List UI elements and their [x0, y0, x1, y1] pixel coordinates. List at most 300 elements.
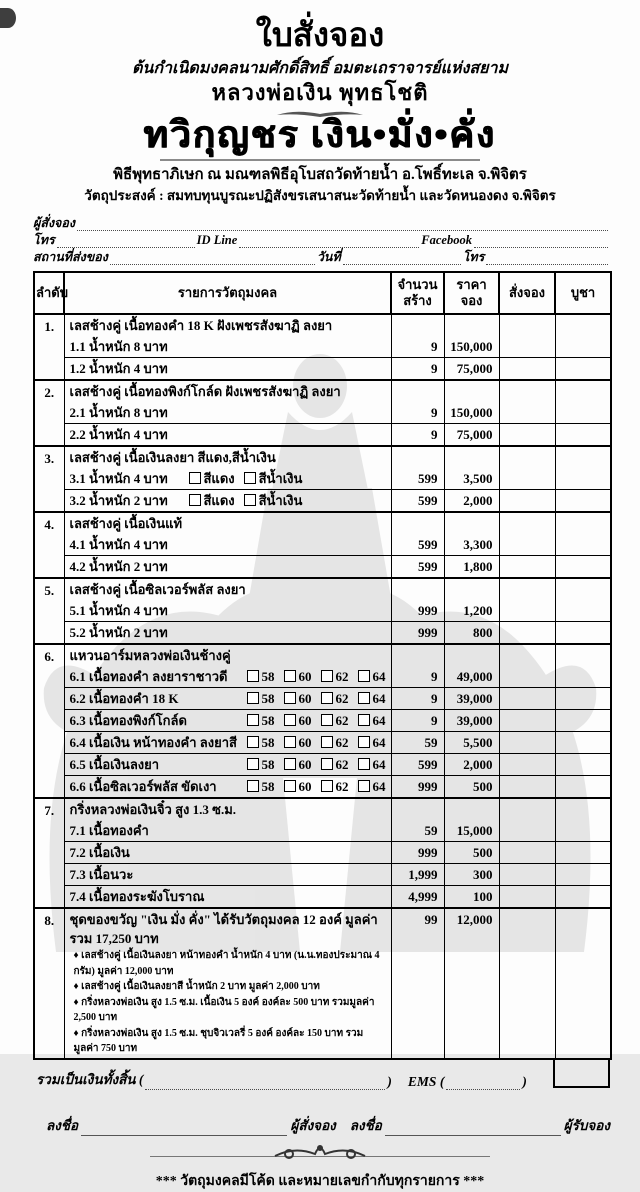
sub-item-label: 5.2 น้ำหนัก 2 บาท [69, 625, 168, 640]
sub-item-cell [64, 732, 391, 754]
checkbox-option [277, 735, 312, 750]
sub-item-cell [64, 336, 391, 358]
item-row [34, 446, 611, 468]
booking-price-cell: 2,000 [444, 754, 499, 776]
item-number: 6. [34, 644, 64, 798]
sub-item-label: 7.2 เนื้อเงิน [69, 845, 130, 860]
item-title: เลสช้างคู่ เนื้อเงินลงยา สีแดง,สีน้ำเงิน [69, 450, 276, 465]
booking-price-cell [444, 314, 499, 336]
booking-price-cell: 500 [444, 842, 499, 864]
booking-price-cell [444, 512, 499, 534]
phone2-label: โทร [462, 250, 485, 264]
order-qty-cell[interactable] [499, 886, 555, 909]
sub-item-cell [64, 534, 391, 556]
checkbox[interactable] [247, 692, 259, 704]
sub-item-label: 6.1 เนื้อทองคำ ลงยาราชาวดี [69, 669, 228, 684]
contact-fields [33, 214, 610, 265]
checkbox-option [351, 779, 386, 794]
amount-cell[interactable] [555, 578, 611, 600]
item-title-cell [64, 798, 391, 820]
qty-made-cell: 9 [391, 424, 444, 447]
checkbox[interactable] [189, 494, 201, 506]
qty-made-cell: 999 [391, 622, 444, 645]
checkbox[interactable] [284, 670, 296, 682]
checkbox-label: 64 [372, 669, 386, 684]
qty-made-cell: 1,999 [391, 864, 444, 886]
item-sub-row [34, 622, 611, 645]
item-sub-row [34, 402, 611, 424]
checkbox-option [351, 713, 386, 728]
item-sub-row [34, 336, 611, 358]
checkbox-option [237, 471, 303, 486]
sub-item-label: 6.4 เนื้อเงิน หน้าทองคำ ลงยาสี [69, 735, 237, 750]
checkbox-label: 58 [261, 713, 275, 728]
checkbox[interactable] [244, 494, 256, 506]
item-sub-row [34, 776, 611, 799]
qty-made-cell [391, 798, 444, 820]
orderer-sign-label: ผู้สั่งจอง [290, 1117, 336, 1133]
col-header-qty-made: จำนวนสร้าง [391, 272, 444, 314]
item-title: เลสช้างคู่ เนื้อทองคำ 18 K ฝังเพชรสังฆาฏิ ลงยา [69, 318, 333, 333]
qty-made-cell: 99 [391, 908, 444, 1059]
sub-item-cell [64, 424, 391, 447]
sub-item-label: 2.1 น้ำหนัก 8 บาท [69, 405, 168, 420]
item-number: 3. [34, 446, 64, 512]
phone-input-line[interactable] [57, 234, 195, 248]
sub-item-cell [64, 600, 391, 622]
item-title-cell [64, 314, 391, 336]
checkbox[interactable] [358, 714, 370, 726]
gift-set-detail: ♦ กริ่งหลวงพ่อเงิน สูง 1.5 ซ.ม. ชุบจิวเวลรี่ 5 องค์ องค์ละ 150 บาท รวมมูลค่า 750 บาท [73, 1027, 364, 1054]
checkbox-option [240, 779, 275, 794]
sub-item-cell [64, 842, 391, 864]
grand-total-box[interactable] [553, 1060, 610, 1088]
ems-amount-line[interactable] [446, 1076, 520, 1090]
item-sub-row [34, 468, 611, 490]
phone2-input-line[interactable] [486, 251, 608, 265]
total-close: ) [387, 1073, 392, 1089]
checkbox-label: 60 [298, 713, 312, 728]
facebook-label: Facebook [421, 233, 472, 247]
checkbox-label: 62 [335, 757, 349, 772]
item-number: 5. [34, 578, 64, 644]
checkbox-option [240, 691, 275, 706]
amount-cell[interactable] [555, 688, 611, 710]
order-qty-cell[interactable] [499, 380, 555, 402]
total-amount-line[interactable] [145, 1076, 385, 1090]
booking-price-cell [444, 798, 499, 820]
checkbox-option [182, 471, 235, 486]
amount-cell[interactable] [555, 336, 611, 358]
checkbox[interactable] [321, 714, 333, 726]
checkbox-label: 58 [261, 779, 275, 794]
checkbox-label: 62 [335, 669, 349, 684]
checkbox[interactable] [321, 780, 333, 792]
order-qty-cell[interactable] [499, 820, 555, 842]
qty-made-cell: 4,999 [391, 886, 444, 909]
sign-label-2: ลงชื่อ [349, 1117, 382, 1133]
checkbox-label: สีแดง [203, 471, 235, 486]
qty-made-cell: 999 [391, 842, 444, 864]
amount-cell[interactable] [555, 666, 611, 688]
checkbox-option [314, 735, 349, 750]
item-title: เลสช้างคู่ เนื้อเงินแท้ [69, 516, 183, 531]
order-qty-cell[interactable] [499, 556, 555, 579]
booking-price-cell: 39,000 [444, 688, 499, 710]
sub-item-cell [64, 864, 391, 886]
checkbox[interactable] [284, 714, 296, 726]
amount-cell[interactable] [555, 600, 611, 622]
checkbox-option [351, 757, 386, 772]
checkbox-label: 64 [372, 691, 386, 706]
order-qty-cell[interactable] [499, 864, 555, 886]
checkbox[interactable] [358, 780, 370, 792]
sub-item-label: 6.3 เนื้อทองพิงก์โกล์ด [69, 713, 187, 728]
checkbox-option [277, 779, 312, 794]
amount-cell[interactable] [555, 490, 611, 513]
amount-cell[interactable] [555, 424, 611, 447]
col-header-index: ลำดับ [34, 272, 64, 314]
amount-cell[interactable] [555, 534, 611, 556]
item-sub-row [34, 600, 611, 622]
qty-made-cell [391, 380, 444, 402]
item-title: แหวนอาร์มหลวงพ่อเงินช้างคู่ [69, 648, 231, 663]
checkbox-option [237, 493, 303, 508]
item-sub-row [34, 754, 611, 776]
checkbox-label: 60 [298, 669, 312, 684]
orderer-label: ผู้สั่งจอง [33, 216, 75, 230]
order-qty-cell[interactable] [499, 732, 555, 754]
receiver-sign-label: ผู้รับจอง [563, 1117, 610, 1133]
col-header-booking-price: ราคาจอง [444, 272, 499, 314]
checkbox-label: สีน้ำเงิน [258, 493, 303, 508]
total-label: รวมเป็นเงินทั้งสิ้น ( [36, 1071, 144, 1087]
order-qty-cell[interactable] [499, 688, 555, 710]
checkbox-label: สีน้ำเงิน [258, 471, 303, 486]
order-qty-cell[interactable] [499, 424, 555, 447]
amount-cell[interactable] [555, 754, 611, 776]
checkbox[interactable] [247, 736, 259, 748]
order-table [33, 271, 612, 1060]
booking-price-cell: 3,500 [444, 468, 499, 490]
amount-cell[interactable] [555, 732, 611, 754]
qty-made-cell: 59 [391, 820, 444, 842]
booking-price-cell: 150,000 [444, 402, 499, 424]
amount-cell[interactable] [555, 402, 611, 424]
amount-cell[interactable] [555, 446, 611, 468]
item-title-cell [64, 512, 391, 534]
booking-price-cell: 1,200 [444, 600, 499, 622]
sub-item-label: 4.1 น้ำหนัก 4 บาท [69, 537, 168, 552]
amount-cell[interactable] [555, 314, 611, 336]
booking-price-cell: 5,500 [444, 732, 499, 754]
checkbox-label: 58 [261, 691, 275, 706]
checkbox[interactable] [284, 780, 296, 792]
checkbox-option [314, 691, 349, 706]
booking-price-cell: 39,000 [444, 710, 499, 732]
sub-item-cell [64, 886, 391, 909]
booking-price-cell: 15,000 [444, 820, 499, 842]
qty-made-cell [391, 578, 444, 600]
sub-item-cell [64, 820, 391, 842]
checkbox-label: 62 [335, 691, 349, 706]
checkbox-option [240, 757, 275, 772]
checkbox-option [240, 735, 275, 750]
order-qty-cell[interactable] [499, 402, 555, 424]
order-qty-cell[interactable] [499, 798, 555, 820]
qty-made-cell: 59 [391, 732, 444, 754]
order-qty-cell[interactable] [499, 754, 555, 776]
booking-price-cell: 3,300 [444, 534, 499, 556]
col-header-order-qty: สั่งจอง [499, 272, 555, 314]
amount-cell[interactable] [555, 864, 611, 886]
checkbox-label: 64 [372, 735, 386, 750]
booking-price-cell [444, 644, 499, 666]
order-qty-cell[interactable] [499, 776, 555, 799]
sub-item-label: 1.1 น้ำหนัก 8 บาท [69, 339, 168, 354]
item-title-cell [64, 644, 391, 666]
order-qty-cell[interactable] [499, 842, 555, 864]
checkbox-option [277, 757, 312, 772]
checkbox[interactable] [247, 670, 259, 682]
orderer-input-line[interactable] [77, 217, 608, 231]
sub-item-label: 6.2 เนื้อทองคำ 18 K [69, 691, 179, 706]
form-title: ใบสั่งจอง [255, 18, 385, 54]
receiver-signature-line[interactable] [385, 1122, 561, 1136]
booking-price-cell: 150,000 [444, 336, 499, 358]
checkbox[interactable] [321, 736, 333, 748]
qty-made-cell: 9 [391, 710, 444, 732]
qty-made-cell: 9 [391, 402, 444, 424]
order-qty-cell[interactable] [499, 666, 555, 688]
checkbox[interactable] [189, 472, 201, 484]
sub-item-cell [64, 688, 391, 710]
footer-note: *** วัตถุมงคลมีโค้ด และหมายเลขกำกับทุกรายการ *** [155, 1173, 485, 1189]
booking-price-cell [444, 380, 499, 402]
checkbox-option [314, 779, 349, 794]
sub-item-cell [64, 358, 391, 381]
item-row [34, 578, 611, 600]
item-number: 2. [34, 380, 64, 446]
sub-item-cell [64, 666, 391, 688]
checkbox[interactable] [358, 692, 370, 704]
checkbox[interactable] [321, 758, 333, 770]
id-line-input-line[interactable] [239, 234, 419, 248]
orderer-signature-line[interactable] [81, 1122, 287, 1136]
total-row [33, 1060, 610, 1094]
checkbox-label: 60 [298, 757, 312, 772]
booking-price-cell: 800 [444, 622, 499, 645]
item-title: กริ่งหลวงพ่อเงินจิ๋ว สูง 1.3 ซ.ม. [69, 802, 237, 817]
booking-price-cell [444, 446, 499, 468]
checkbox[interactable] [284, 758, 296, 770]
item-title-cell [64, 578, 391, 600]
item-sub-row [34, 490, 611, 513]
item-row [34, 380, 611, 402]
amount-cell[interactable] [555, 776, 611, 799]
order-qty-cell[interactable] [499, 314, 555, 336]
date-label: วันที่ [316, 250, 341, 264]
item-row [34, 314, 611, 336]
purpose-line: วัตถุประสงค์ : สมทบทุนบูรณะปฏิสังขรเสนาสนะวัดท้ายน้ำ และวัดหนองดง จ.พิจิตร [84, 188, 556, 203]
amount-cell[interactable] [555, 468, 611, 490]
amount-cell[interactable] [555, 842, 611, 864]
item-title: เลสช้างคู่ เนื้อซิลเวอร์พลัส ลงยา [69, 582, 246, 597]
form-header [0, 0, 640, 206]
checkbox[interactable] [247, 780, 259, 792]
delivery-input-line[interactable] [110, 251, 315, 265]
order-qty-cell[interactable] [499, 908, 555, 1059]
item-number: 8. [34, 908, 64, 1059]
order-qty-cell[interactable] [499, 622, 555, 645]
amount-cell[interactable] [555, 886, 611, 909]
qty-made-cell [391, 314, 444, 336]
order-table-body [34, 314, 611, 1059]
item-sub-row [34, 864, 611, 886]
checkbox-label: 58 [261, 735, 275, 750]
order-qty-cell[interactable] [499, 336, 555, 358]
checkbox[interactable] [321, 692, 333, 704]
sub-item-label: 2.2 น้ำหนัก 4 บาท [69, 427, 168, 442]
facebook-input-line[interactable] [474, 234, 608, 248]
checkbox-option [277, 691, 312, 706]
item-title: ชุดของขวัญ "เงิน มั่ง คั่ง" ได้รับวัตถุมงคล 12 องค์ มูลค่ารวม 17,250 บาท [69, 912, 378, 946]
order-qty-cell[interactable] [499, 490, 555, 513]
amount-cell[interactable] [555, 622, 611, 645]
qty-made-cell: 599 [391, 468, 444, 490]
item-title-cell [64, 380, 391, 402]
item-sub-row [34, 842, 611, 864]
item-row [34, 798, 611, 820]
amount-cell[interactable] [555, 820, 611, 842]
item-sub-row [34, 820, 611, 842]
item-sub-row [34, 358, 611, 381]
checkbox-label: 64 [372, 779, 386, 794]
order-qty-cell[interactable] [499, 710, 555, 732]
qty-made-cell [391, 512, 444, 534]
order-qty-cell[interactable] [499, 358, 555, 381]
sub-item-label: 7.4 เนื้อทองระฆังโบราณ [69, 889, 205, 904]
checkbox-label: 60 [298, 779, 312, 794]
gift-set-detail: ♦ เลสช้างคู่ เนื้อเงินลงยาสี น้ำหนัก 2 บาท มูลค่า 2,000 บาท [73, 981, 320, 992]
item-title-cell [64, 446, 391, 468]
date-input-line[interactable] [343, 251, 461, 265]
booking-price-cell: 75,000 [444, 358, 499, 381]
amount-cell[interactable] [555, 358, 611, 381]
sub-item-label: 6.6 เนื้อซิลเวอร์พลัส ขัดเงา [69, 779, 217, 794]
checkbox[interactable] [244, 472, 256, 484]
booking-price-cell: 300 [444, 864, 499, 886]
main-title: ทวิกุญชร เงิน•มั่ง•คั่ง [143, 115, 497, 156]
booking-price-cell: 1,800 [444, 556, 499, 579]
order-table-header [34, 272, 611, 314]
order-qty-cell[interactable] [499, 534, 555, 556]
checkbox-label: 62 [335, 735, 349, 750]
checkbox-label: 58 [261, 757, 275, 772]
order-qty-cell[interactable] [499, 512, 555, 534]
booking-price-cell [444, 578, 499, 600]
form-subtitle: ต้นกำเนิดมงคลนามศักดิ์สิทธิ์ อมตะเถราจารย์แห่งสยาม [132, 60, 508, 77]
booking-price-cell: 75,000 [444, 424, 499, 447]
checkbox[interactable] [358, 758, 370, 770]
id-line-label: ID Line [196, 233, 238, 247]
item-row [34, 908, 611, 1059]
checkbox-label: 62 [335, 779, 349, 794]
item-number: 7. [34, 798, 64, 908]
checkbox[interactable] [284, 692, 296, 704]
checkbox[interactable] [247, 758, 259, 770]
phone-label: โทร [33, 233, 55, 247]
checkbox-label: 62 [335, 713, 349, 728]
sub-item-label: 6.5 เนื้อเงินลงยา [69, 757, 160, 772]
flourish-icon [265, 1140, 375, 1164]
qty-made-cell: 9 [391, 336, 444, 358]
amount-cell[interactable] [555, 556, 611, 579]
sub-item-cell [64, 556, 391, 579]
item-number: 4. [34, 512, 64, 578]
item-sub-row [34, 710, 611, 732]
amount-cell[interactable] [555, 908, 611, 1059]
amount-cell[interactable] [555, 380, 611, 402]
ems-label: EMS ( [407, 1073, 445, 1089]
col-header-item: รายการวัตถุมงคล [64, 272, 391, 314]
order-qty-cell[interactable] [499, 446, 555, 468]
item-title: เลสช้างคู่ เนื้อทองพิงก์โกล์ด ฝังเพชรสังฆาฏิ ลงยา [69, 384, 341, 399]
item-sub-row [34, 424, 611, 447]
checkbox[interactable] [321, 670, 333, 682]
order-qty-cell[interactable] [499, 644, 555, 666]
order-qty-cell[interactable] [499, 578, 555, 600]
sub-item-cell [64, 710, 391, 732]
booking-price-cell: 12,000 [444, 908, 499, 1059]
footer-flourish [0, 1140, 640, 1166]
checkbox-option [182, 493, 235, 508]
checkbox-label: 64 [372, 713, 386, 728]
col-header-amount: บูชา [555, 272, 611, 314]
order-qty-cell[interactable] [499, 468, 555, 490]
booking-price-cell: 500 [444, 776, 499, 799]
checkbox[interactable] [358, 736, 370, 748]
qty-made-cell [391, 446, 444, 468]
qty-made-cell: 599 [391, 754, 444, 776]
checkbox-option [314, 713, 349, 728]
amount-cell[interactable] [555, 710, 611, 732]
item-title-cell [64, 908, 391, 1059]
signature-row [46, 1114, 610, 1136]
item-sub-row [34, 732, 611, 754]
item-sub-row [34, 886, 611, 909]
amount-cell[interactable] [555, 512, 611, 534]
checkbox-label: 64 [372, 757, 386, 772]
checkbox[interactable] [284, 736, 296, 748]
booking-price-cell: 100 [444, 886, 499, 909]
item-number: 1. [34, 314, 64, 380]
checkbox-label: 60 [298, 691, 312, 706]
qty-made-cell: 9 [391, 666, 444, 688]
checkbox-option [240, 669, 275, 684]
qty-made-cell: 999 [391, 600, 444, 622]
amount-cell[interactable] [555, 798, 611, 820]
checkbox-option [277, 669, 312, 684]
checkbox[interactable] [247, 714, 259, 726]
gift-set-detail: ♦ เลสช้างคู่ เนื้อเงินลงยา หน้าทองคำ น้ำหนัก 4 บาท (น.น.ทองประมาณ 4 กรัม) มูลค่า 12,000 บาท [73, 950, 380, 977]
amount-cell[interactable] [555, 644, 611, 666]
sub-item-label: 5.1 น้ำหนัก 4 บาท [69, 603, 168, 618]
checkbox[interactable] [358, 670, 370, 682]
order-qty-cell[interactable] [499, 600, 555, 622]
monk-name: หลวงพ่อเงิน พุทธโชติ [211, 80, 429, 105]
sub-item-cell [64, 402, 391, 424]
